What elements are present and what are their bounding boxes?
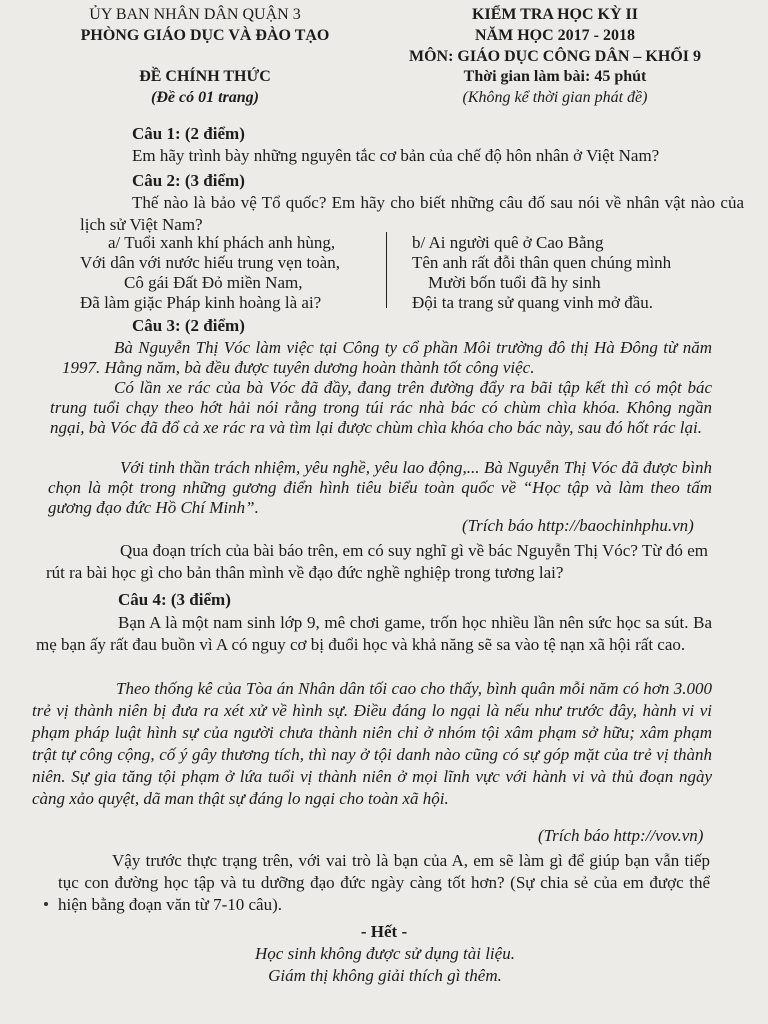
q4-question: Vậy trước thực trạng trên, với vai trò là bạn của A, em sẽ làm gì để giúp bạn vẫn tiếp tục con đường học tập và tu dưỡng đạo đức ngày càng tốt hơn? (Sự chia sẻ của em được thể hiện bằng đoạn văn từ 7-10 câu).: [58, 851, 710, 914]
riddle-a-line4: Đã làm giặc Pháp kinh hoàng là ai?: [80, 293, 322, 312]
q3-source: (Trích báo http://baochinhphu.vn): [462, 516, 694, 535]
riddle-b-line2: Tên anh rất đỗi thân quen chúng mình: [412, 253, 672, 272]
q3-paragraph-1: Bà Nguyễn Thị Vóc làm việc tại Công ty cổ phần Môi trường đô thị Hà Đông từ năm 1997. Hằng năm, bà đều được tuyên dương hoàn thành tốt công việc.: [62, 338, 712, 377]
q4-paragraph-1: Bạn A là một nam sinh lớp 9, mê chơi game, trốn học nhiều lần nên sức học sa sút. Ba mẹ bạn ấy rất đau buồn vì A có nguy cơ bị đuổi học và khả năng sẽ sa vào tệ nạn xã hội rất cao.: [36, 613, 712, 654]
q1-text: Em hãy trình bày những nguyên tắc cơ bản của chế độ hôn nhân ở Việt Nam?: [132, 146, 660, 165]
exam-time: Thời gian làm bài: 45 phút: [463, 68, 647, 85]
header-department: PHÒNG GIÁO DỤC VÀ ĐÀO TẠO: [80, 27, 330, 44]
q2-text: Thế nào là bảo vệ Tổ quốc? Em hãy cho biết những câu đố sau nói về nhân vật nào của lịch sử Việt Nam?: [80, 193, 744, 234]
riddle-a-line1: a/ Tuổi xanh khí phách anh hùng,: [108, 233, 336, 252]
q3-paragraph-2: Có lần xe rác của bà Vóc đã đầy, đang trên đường đẩy ra bãi tập kết thì có một bác trung tuổi chạy theo hớt hải nói rằng trong túi rác nhà bác có chùm chìa khóa. Không ngần ngại, bà Vóc đã đổ cả xe rác ra và tìm lại được chùm chìa khóa cho bác này, sau đó hốt rác lại.: [50, 378, 712, 437]
q3-paragraph-3: Với tinh thần trách nhiệm, yêu nghề, yêu lao động,... Bà Nguyễn Thị Vóc đã được bình chọn là một trong những gương điển hình tiêu biểu toàn quốc về “Học tập và làm theo tấm gương đạo đức Hồ Chí Minh”.: [48, 458, 712, 517]
footer-note-1: Học sinh không được sử dụng tài liệu.: [255, 944, 515, 963]
q1-title: Câu 1: (2 điểm): [132, 124, 245, 143]
pages-note: (Đề có 01 trang): [151, 89, 259, 106]
school-year: NĂM HỌC 2017 - 2018: [475, 27, 635, 44]
q3-question: Qua đoạn trích của bài báo trên, em có suy nghĩ gì về bác Nguyễn Thị Vóc? Từ đó em rút ra bài học gì cho bản thân mình về đạo đức nghề nghiệp trong tương lai?: [46, 541, 708, 582]
q4-source: (Trích báo http://vov.vn): [538, 826, 704, 845]
q4-paragraph-2: Theo thống kê của Tòa án Nhân dân tối cao cho thấy, bình quân mỗi năm có hơn 3.000 trẻ vị thành niên bị đưa ra xét xử về hình sự. Điều đáng lo ngại là nếu như trước đây, hành vi vi phạm pháp luật hình sự của người chưa thành niên chỉ ở nhóm tội xâm phạm sở hữu; xâm phạm trật tự công cộng, cố ý gây thương tích, thì nay ở tội danh nào cũng có sự góp mặt của trẻ vị thành niên. Sự gia tăng tội phạm ở lứa tuổi vị thành niên ở mọi lĩnh vực với hành vi và thủ đoạn ngày càng xảo quyệt, dã man thật sự đáng lo ngại cho toàn xã hội.: [32, 679, 712, 808]
riddle-b-line3: Mười bốn tuổi đã hy sinh: [428, 273, 601, 292]
end-marker: - Hết -: [360, 922, 408, 941]
official-label: ĐỀ CHÍNH THỨC: [139, 68, 271, 85]
riddle-a-line3: Cô gái Đất Đỏ miền Nam,: [124, 273, 303, 292]
riddle-a-line2: Với dân với nước hiếu trung vẹn toàn,: [80, 253, 340, 272]
q2-title: Câu 2: (3 điểm): [132, 171, 245, 190]
stray-mark: [44, 902, 48, 906]
header-district: ỦY BAN NHÂN DÂN QUẬN 3: [89, 6, 301, 23]
time-note: (Không kể thời gian phát đề): [462, 89, 648, 106]
footer-note-2: Giám thị không giải thích gì thêm.: [268, 966, 502, 985]
riddle-b-line1: b/ Ai người quê ở Cao Bằng: [412, 233, 604, 252]
q4-title: Câu 4: (3 điểm): [118, 590, 231, 609]
exam-title: KIỂM TRA HỌC KỲ II: [472, 6, 638, 23]
riddle-b-line4: Đội ta trang sử quang vinh mở đầu.: [412, 293, 654, 312]
subject: MÔN: GIÁO DỤC CÔNG DÂN – KHỐI 9: [409, 48, 701, 65]
riddle-divider: [386, 232, 387, 308]
q3-title: Câu 3: (2 điểm): [132, 316, 245, 335]
